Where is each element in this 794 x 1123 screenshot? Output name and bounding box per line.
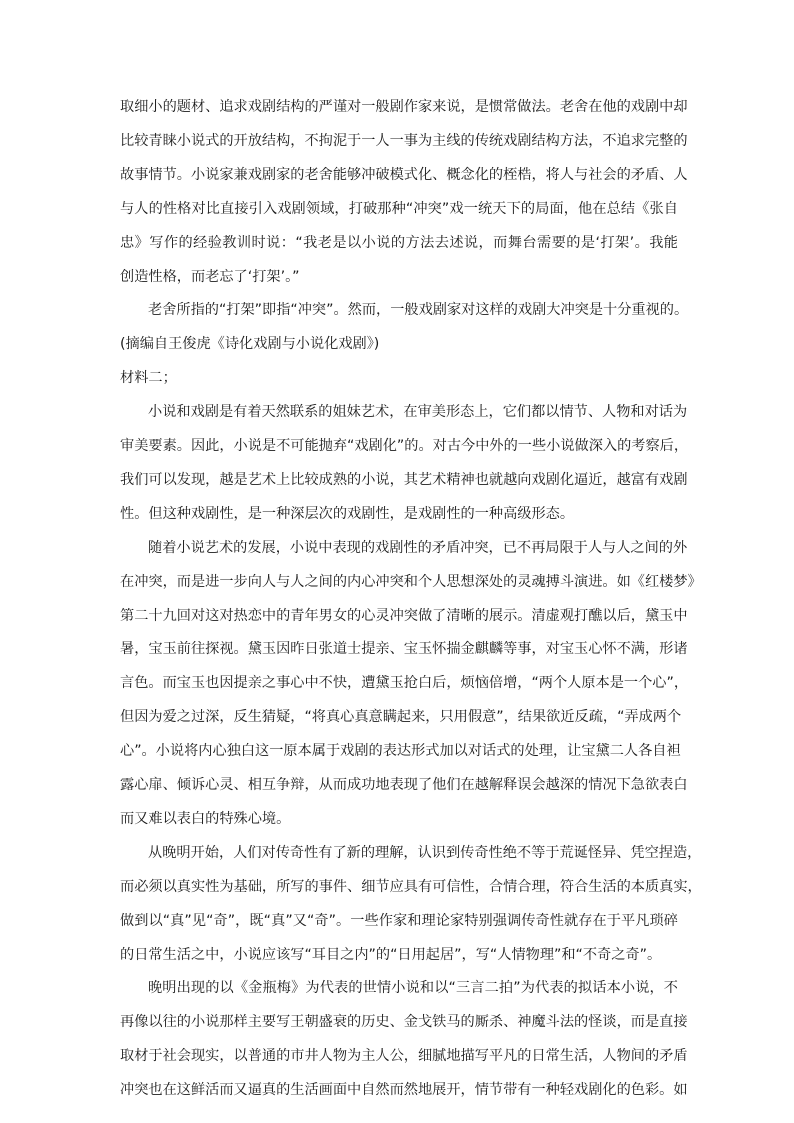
text-line: 取细小的题材、追求戏剧结构的严谨对一般剧作家来说，是惯常做法。老舍在他的戏剧中却 xyxy=(120,99,688,115)
text-line: 从晚明开始，人们对传奇性有了新的理解，认识到传奇性绝不等于荒诞怪异、凭空捏造， xyxy=(148,844,702,861)
text-line: 言色。而宝玉也因提亲之事心中不快，遭黛玉抢白后，烦恼倍增，“两个人原本是一个心”， xyxy=(120,675,689,692)
text-line: 小说和戏剧是有着天然联系的姐妹艺术，在审美形态上，它们都以情节、人物和对话为 xyxy=(148,404,688,421)
text-line: 忠》写作的经验教训时说：“我老是以小说的方法去述说，而舞台需要的是‘打架’。我能 xyxy=(120,234,678,251)
text-line: 创造性格，而老忘了‘打架’。” xyxy=(120,268,300,285)
text-line: 暑，宝玉前往探视。黛玉因昨日张道士提亲、宝玉怀揣金麒麟等事，对宝玉心怀不满，形诸 xyxy=(120,641,688,658)
text-line: 性。但这种戏剧性，是一种深层次的戏剧性，是戏剧性的一种高级形态。 xyxy=(120,505,575,522)
text-line: 随着小说艺术的发展，小说中表现的戏剧性的矛盾冲突，已不再局限于人与人之间的外 xyxy=(148,539,688,556)
text-line: 再像以往的小说那样主要写王朝盛衰的历史、金戈铁马的厮杀、神魔斗法的怪谈，而是直接 xyxy=(120,1014,688,1031)
text-line: 在冲突，而是进一步向人与人之间的内心冲突和个人思想深处的灵魂搏斗演进。如《红楼梦》 xyxy=(120,573,702,590)
text-line: 露心扉、倾诉心灵、相互争辩，从而成功地表现了他们在越解释误会越深的情况下急欲表白 xyxy=(120,777,688,793)
text-line: 第二十九回对这对热恋中的青年男女的心灵冲突做了清晰的展示。清虚观打醮以后，黛玉中 xyxy=(120,607,688,624)
text-line: 与人的性格对比直接引入戏剧领域，打破那种“冲突”戏一统天下的局面，他在总结《张自 xyxy=(120,200,678,217)
text-line: 审美要素。因此，小说是不可能抛弃“戏剧化”的。对古今中外的一些小说做深入的考察后， xyxy=(120,438,689,454)
text-line: 我们可以发现，越是艺术上比较成熟的小说，其艺术精神也就越向戏剧化逼近，越富有戏剧 xyxy=(120,471,688,488)
text-line: 心”。小说将内心独白这一原本属于戏剧的表达形式加以对话式的处理，让宝黛二人各自袒 xyxy=(120,743,681,760)
text-line: 比较青睐小说式的开放结构，不拘泥于一人一事为主线的传统戏剧结构方法，不追求完整的 xyxy=(120,132,688,149)
text-line: 而又难以表白的特殊心境。 xyxy=(120,810,291,827)
text-line: 取材于社会现实，以普通的市井人物为主人公，细腻地描写平凡的日常生活，人物间的矛盾 xyxy=(120,1048,688,1065)
text-line: (摘编自王俊虎《诗化戏剧与小说化戏剧》) xyxy=(120,336,380,353)
text-line: 而必须以真实性为基础，所写的事件、细节应具有可信性，合情合理，符合生活的本质真实， xyxy=(120,878,702,895)
text-line: 但因为爱之过深，反生猜疑，“将真心真意瞒起来，只用假意”，结果欲近反疏，“弄成两个 xyxy=(120,709,682,726)
text-line: 冲突也在这鲜活而又逼真的生活画面中自然而然地展开，情节带有一种轻戏剧化的色彩。如 xyxy=(120,1082,688,1099)
text-line: 故事情节。小说家兼戏剧家的老舍能够冲破模式化、概念化的桎梏，将人与社会的矛盾、人 xyxy=(120,166,688,183)
text-line: 的日常生活之中，小说应该写“耳目之内”的“日用起居”，写“人情物理”和“不奇之奇”。 xyxy=(120,946,662,963)
text-line: 材料二； xyxy=(120,370,177,387)
text-line: 老舍所指的“打架”即指“冲突”。然而，一般戏剧家对这样的戏剧大冲突是十分重视的。 xyxy=(148,302,689,319)
text-line: 晚明出现的以《金瓶梅》为代表的世情小说和以“三言二拍”为代表的拟话本小说，不 xyxy=(148,980,678,997)
text-line: 做到以“真”见“奇”，既“真”又“奇”。一些作家和理论家特别强调传奇性就存在于平凡琐碎 xyxy=(120,912,678,929)
